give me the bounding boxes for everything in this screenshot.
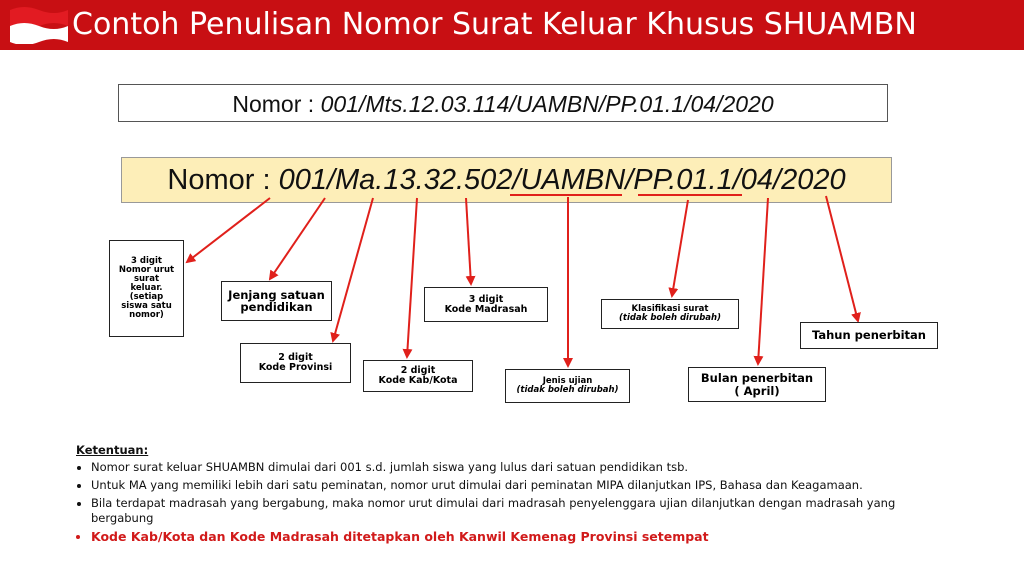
- notes-list: [76, 460, 956, 545]
- label-line: Klasifikasi surat: [631, 304, 709, 315]
- label-line: Kode Kab/Kota: [378, 375, 458, 386]
- label-bulan: [688, 367, 826, 402]
- ma-number-value: [279, 164, 846, 196]
- part-ujian: UAMBN: [520, 164, 626, 196]
- label-line: Kode Madrasah: [444, 303, 528, 315]
- label-line: surat: [133, 274, 160, 285]
- arrow-urut: [187, 198, 270, 262]
- arrow-provinsi: [333, 198, 373, 341]
- arrow-klasifikasi: [672, 200, 688, 296]
- label-jenis-ujian: [505, 369, 630, 403]
- arrow-bulan: [758, 198, 768, 364]
- label-line: siswa satu: [121, 300, 172, 311]
- label-note: (tidak boleh dirubah): [619, 313, 721, 323]
- label-kode-provinsi: [240, 343, 351, 383]
- label-tahun: [800, 322, 938, 349]
- separator: /: [773, 164, 782, 196]
- arrow-madrasah: [466, 198, 471, 284]
- label-jenjang: [221, 281, 332, 321]
- list-item: • Bila terdapat madrasah yang bergabung, maka nomor urut dimulai dari madrasah penyelenggara ujian dilanjutkan dengan madrasah yang bergabung: [91, 496, 956, 526]
- separator: /: [512, 164, 521, 196]
- label-klasifikasi: [601, 299, 739, 329]
- label-line: 3 digit: [131, 256, 162, 267]
- part-jenjang: Ma.: [335, 164, 384, 196]
- label-line: Kode Provinsi: [258, 362, 333, 373]
- part-bulan: 04: [740, 164, 774, 196]
- part-provinsi: 13.: [383, 164, 424, 196]
- nomor-prefix-ma: Nomor :: [167, 164, 279, 196]
- part-kabkota: 32.: [423, 164, 465, 196]
- title-bar: [0, 0, 1024, 50]
- separator: /: [625, 164, 634, 196]
- arrow-kabkota: [407, 198, 417, 357]
- part-klasifikasi: PP.01.1: [633, 164, 733, 196]
- label-line: ( April): [734, 383, 780, 398]
- label-kode-kabkota: [363, 360, 473, 392]
- label-line: Nomor urut: [118, 265, 175, 276]
- example-number-ma: [121, 157, 892, 203]
- arrow-jenjang: [270, 198, 325, 279]
- label-line: 3 digit: [468, 293, 504, 305]
- label-line: pendidikan: [240, 300, 313, 314]
- label-note: (tidak boleh dirubah): [516, 385, 619, 395]
- separator: /: [732, 164, 741, 196]
- arrow-tahun: [826, 196, 858, 321]
- label-line: (setiap: [129, 291, 164, 302]
- label-line: Jenjang satuan: [228, 287, 325, 302]
- indonesia-flag-icon: [8, 4, 70, 44]
- nomor-prefix: Nomor :: [232, 91, 321, 117]
- mts-number-value: 001/Mts.12.03.114/UAMBN/PP.01.1/04/2020: [320, 91, 774, 117]
- label-nomor-urut: [109, 240, 184, 337]
- part-urut: 001/: [278, 164, 336, 196]
- label-line: 2 digit: [278, 352, 313, 364]
- label-line: Tahun penerbitan: [812, 328, 926, 343]
- label-kode-madrasah: [424, 287, 548, 322]
- page-title: Contoh Penulisan Nomor Surat Keluar Khusus SHUAMBN: [72, 7, 917, 42]
- label-line: Jenis ujian: [542, 376, 593, 387]
- part-madrasah: 502: [464, 164, 513, 196]
- list-item: • Untuk MA yang memiliki lebih dari satu peminatan, nomor urut dimulai dari peminatan MIPA dilanjutkan IPS, Bahasa dan Keagamaan.: [91, 478, 956, 493]
- example-number-mts: [118, 84, 888, 122]
- label-line: 2 digit: [400, 365, 436, 377]
- part-tahun: 2020: [781, 164, 846, 196]
- label-line: keluar.: [130, 283, 163, 294]
- list-item-highlight: • Kode Kab/Kota dan Kode Madrasah ditetapkan oleh Kanwil Kemenag Provinsi setempat: [91, 529, 956, 545]
- notes-heading: Ketentuan:: [76, 443, 149, 457]
- list-item: • Nomor surat keluar SHUAMBN dimulai dari 001 s.d. jumlah siswa yang lulus dari satuan pendidikan tsb.: [91, 460, 956, 475]
- label-line: nomor): [129, 309, 164, 320]
- notes-section: [76, 443, 956, 548]
- label-line: Bulan penerbitan: [700, 371, 814, 386]
